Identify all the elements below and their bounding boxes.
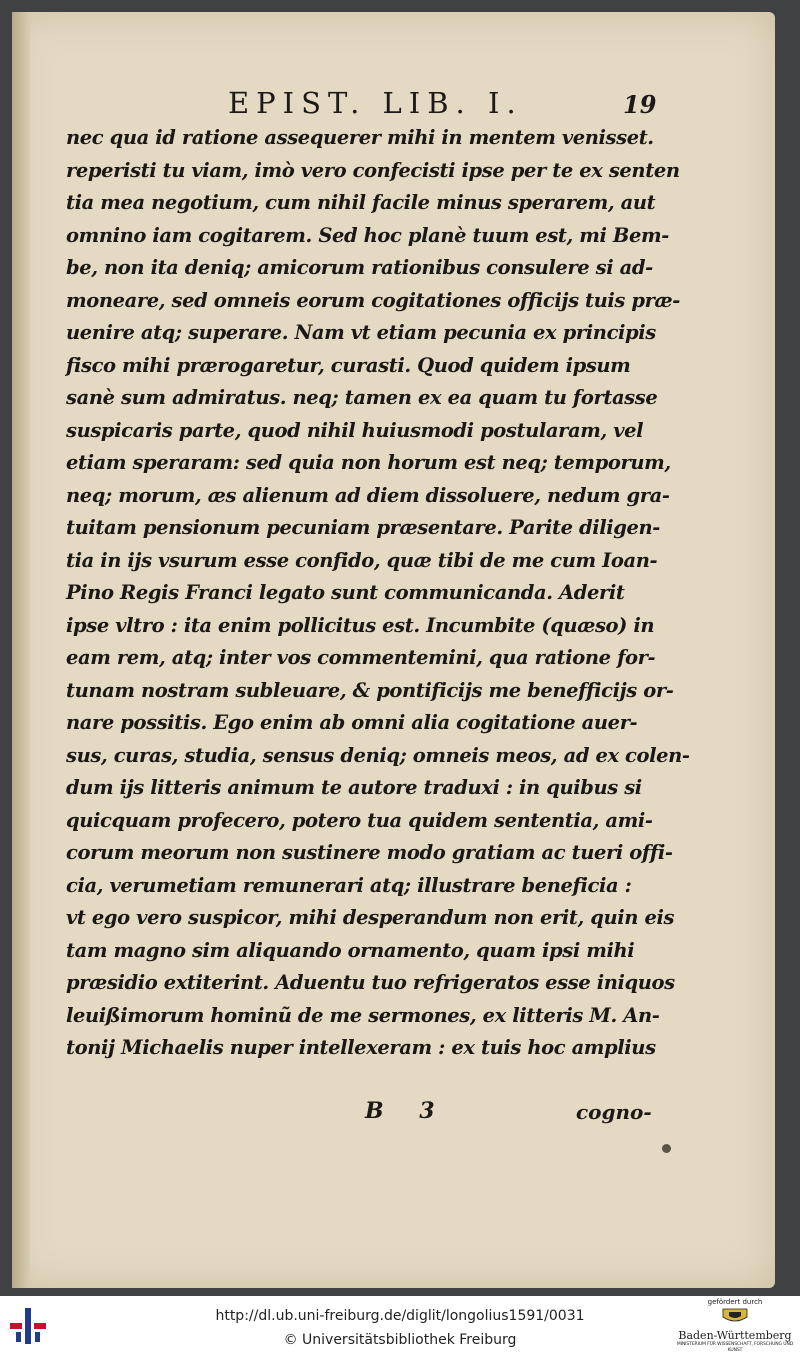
text-line: tuitam pensionum pecuniam præsentare. Parite diligen- <box>66 516 660 539</box>
text-line: cia, verumetiam remunerari atq; illustrare beneficia : <box>66 873 632 897</box>
text-line: nare possitis. Ego enim ab omni alia cogitatione auer- <box>66 711 638 734</box>
text-line: leuißimorum hominũ de me sermones, ex litteris M. An- <box>66 1003 660 1027</box>
text-line: fisco mihi prærogaretur, curasti. Quod quidem ipsum <box>66 353 631 377</box>
running-head: EPIST. LIB. I. <box>228 86 523 120</box>
sponsor-name: Baden-Württemberg <box>678 1329 792 1342</box>
text-line: moneare, sed omneis eorum cogitationes officijs tuis præ- <box>66 288 680 312</box>
page-number: 19 <box>623 90 657 119</box>
text-line: neq; morum, æs alienum ad diem dissoluere, nedum gra- <box>66 483 670 507</box>
text-line: ipse vltro : ita enim pollicitus est. Incumbite (quæso) in <box>66 613 655 637</box>
text-line: Pino Regis Franci legato sunt communicanda. Aderit <box>66 581 625 604</box>
document-url-link[interactable]: http://dl.ub.uni-freiburg.de/diglit/longolius1591/0031 <box>215 1308 585 1324</box>
ink-spot <box>662 1144 671 1153</box>
footer-bar <box>0 1296 800 1356</box>
sponsor-logo <box>676 1298 794 1354</box>
text-line: tia mea negotium, cum nihil facile minus sperarem, aut <box>66 191 656 214</box>
text-line: tia in ijs vsurum esse confido, quæ tibi de me cum Ioan- <box>66 548 658 572</box>
body-text <box>66 122 690 1065</box>
text-line: nec qua id ratione assequerer mihi in mentem venisset. <box>66 126 654 149</box>
sponsor-caption: gefördert durch <box>707 1298 763 1306</box>
text-line: vt ego vero suspicor, mihi desperandum non erit, quin eis <box>66 906 675 929</box>
sponsor-ministry: MINISTERIUM FÜR WISSENSCHAFT, FORSCHUNG UND KUNST <box>676 1342 794 1353</box>
page-gutter <box>12 12 30 1288</box>
text-line: omnino iam cogitarem. Sed hoc planè tuum est, mi Bem- <box>66 223 669 247</box>
text-line: sus, curas, studia, sensus deniq; omneis meos, ad ex colen- <box>66 743 690 767</box>
coat-of-arms-icon <box>715 1307 755 1325</box>
text-line: corum meorum non sustinere modo gratiam ac tueri offi- <box>66 841 673 864</box>
text-line: uenire atq; superare. Nam vt etiam pecunia ex principis <box>66 321 656 344</box>
text-line: suspicaris parte, quod nihil huiusmodi postularam, vel <box>66 418 644 442</box>
text-line: tonij Michaelis nuper intellexeram : ex tuis hoc amplius <box>66 1036 656 1059</box>
text-line: reperisti tu viam, imò vero confecisti ipse per te ex senten <box>66 158 680 182</box>
text-line: be, non ita deniq; amicorum rationibus consulere si ad- <box>66 256 653 279</box>
text-line: dum ijs litteris animum te autore traduxi : in quibus si <box>66 776 642 799</box>
text-line: sanè sum admiratus. neq; tamen ex ea quam tu fortasse <box>66 386 658 409</box>
signature-mark: B 3 <box>365 1098 449 1124</box>
catchword: cogno- <box>576 1100 652 1124</box>
text-line: tunam nostram subleuare, & pontificijs me benefficijs or- <box>66 678 674 702</box>
copyright-text: © Universitätsbibliothek Freiburg <box>283 1332 517 1348</box>
text-line: etiam speraram: sed quia non horum est neq; temporum, <box>66 451 671 474</box>
text-line: quicquam profecero, potero tua quidem sententia, ami- <box>66 808 653 832</box>
text-line: tam magno sim aliquando ornamento, quam ipsi mihi <box>66 938 635 962</box>
text-line: præsidio extiterint. Aduentu tuo refrigeratos esse iniquos <box>66 971 675 994</box>
text-line: eam rem, atq; inter vos commentemini, qua ratione for- <box>66 646 656 669</box>
